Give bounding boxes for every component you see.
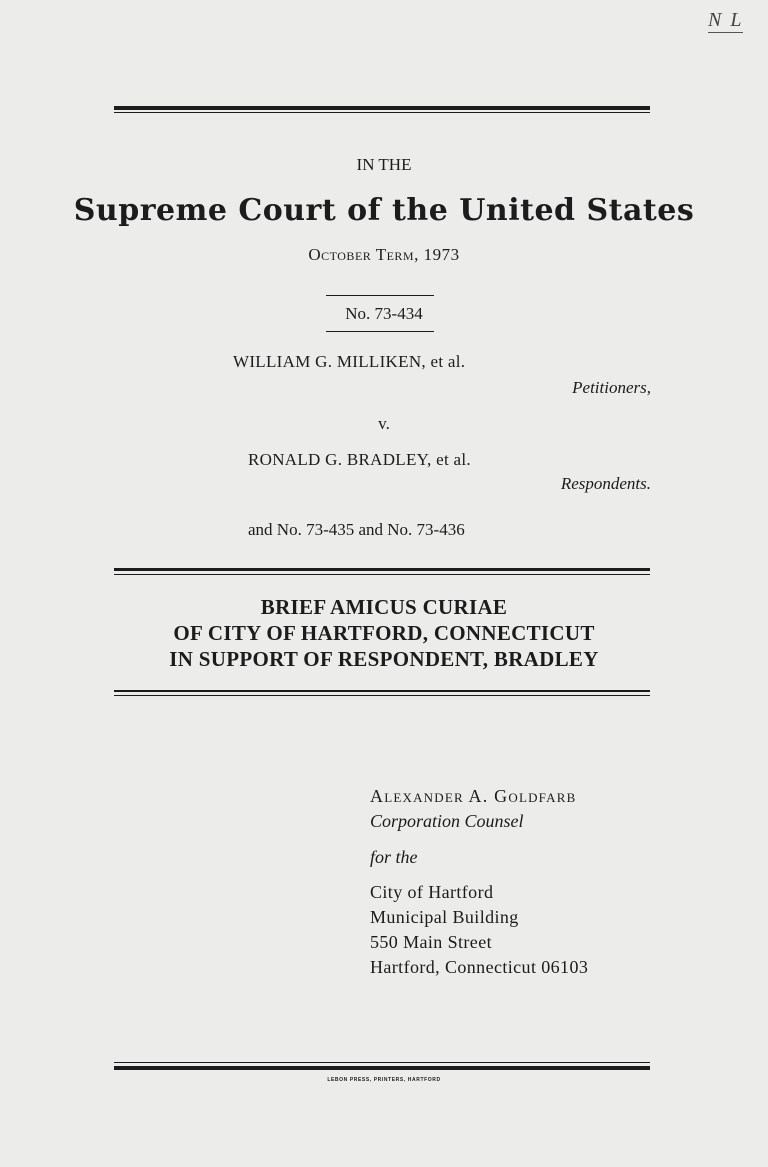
bottom-rule-thin <box>114 1062 650 1063</box>
address-line-4: Hartford, Connecticut 06103 <box>370 957 589 977</box>
versus-label: v. <box>378 414 390 433</box>
bottom-rule-thick <box>114 1066 650 1070</box>
petitioner-name: WILLIAM G. MILLIKEN, et al. <box>233 352 466 371</box>
middle-rule-thick <box>114 568 650 571</box>
top-rule-thick <box>114 106 650 110</box>
counsel-title: Corporation Counsel <box>370 811 524 831</box>
docket-rule-top <box>326 295 434 296</box>
lower-rule-thick <box>114 690 650 692</box>
docket-rule-bottom <box>326 331 434 332</box>
in-the-label: IN THE <box>356 155 412 174</box>
respondent-role: Respondents. <box>560 474 651 493</box>
term-label: October Term, 1973 <box>308 245 460 264</box>
lower-rule-thin <box>114 695 650 696</box>
docket-number: No. 73-434 <box>345 304 423 323</box>
printer-imprint: LEBON PRESS, PRINTERS, HARTFORD <box>327 1077 441 1083</box>
top-rule-thin <box>114 112 650 113</box>
respondent-name: RONALD G. BRADLEY, et al. <box>248 450 471 469</box>
related-cases: and No. 73-435 and No. 73-436 <box>248 520 465 539</box>
counsel-for-the: for the <box>370 847 418 867</box>
counsel-name: Alexander A. Goldfarb <box>370 786 577 806</box>
address-line-3: 550 Main Street <box>370 932 492 952</box>
court-name: Supreme Court of the United States <box>73 193 695 228</box>
address-line-2: Municipal Building <box>370 907 519 927</box>
margin-note: N L <box>708 9 744 31</box>
brief-title-line2: OF CITY OF HARTFORD, CONNECTICUT <box>173 621 595 645</box>
middle-rule-thin <box>114 574 650 575</box>
brief-title-line3: IN SUPPORT OF RESPONDENT, BRADLEY <box>169 647 599 671</box>
address-line-1: City of Hartford <box>370 882 494 902</box>
brief-title-line1: BRIEF AMICUS CURIAE <box>260 595 508 619</box>
petitioner-role: Petitioners, <box>572 378 651 397</box>
